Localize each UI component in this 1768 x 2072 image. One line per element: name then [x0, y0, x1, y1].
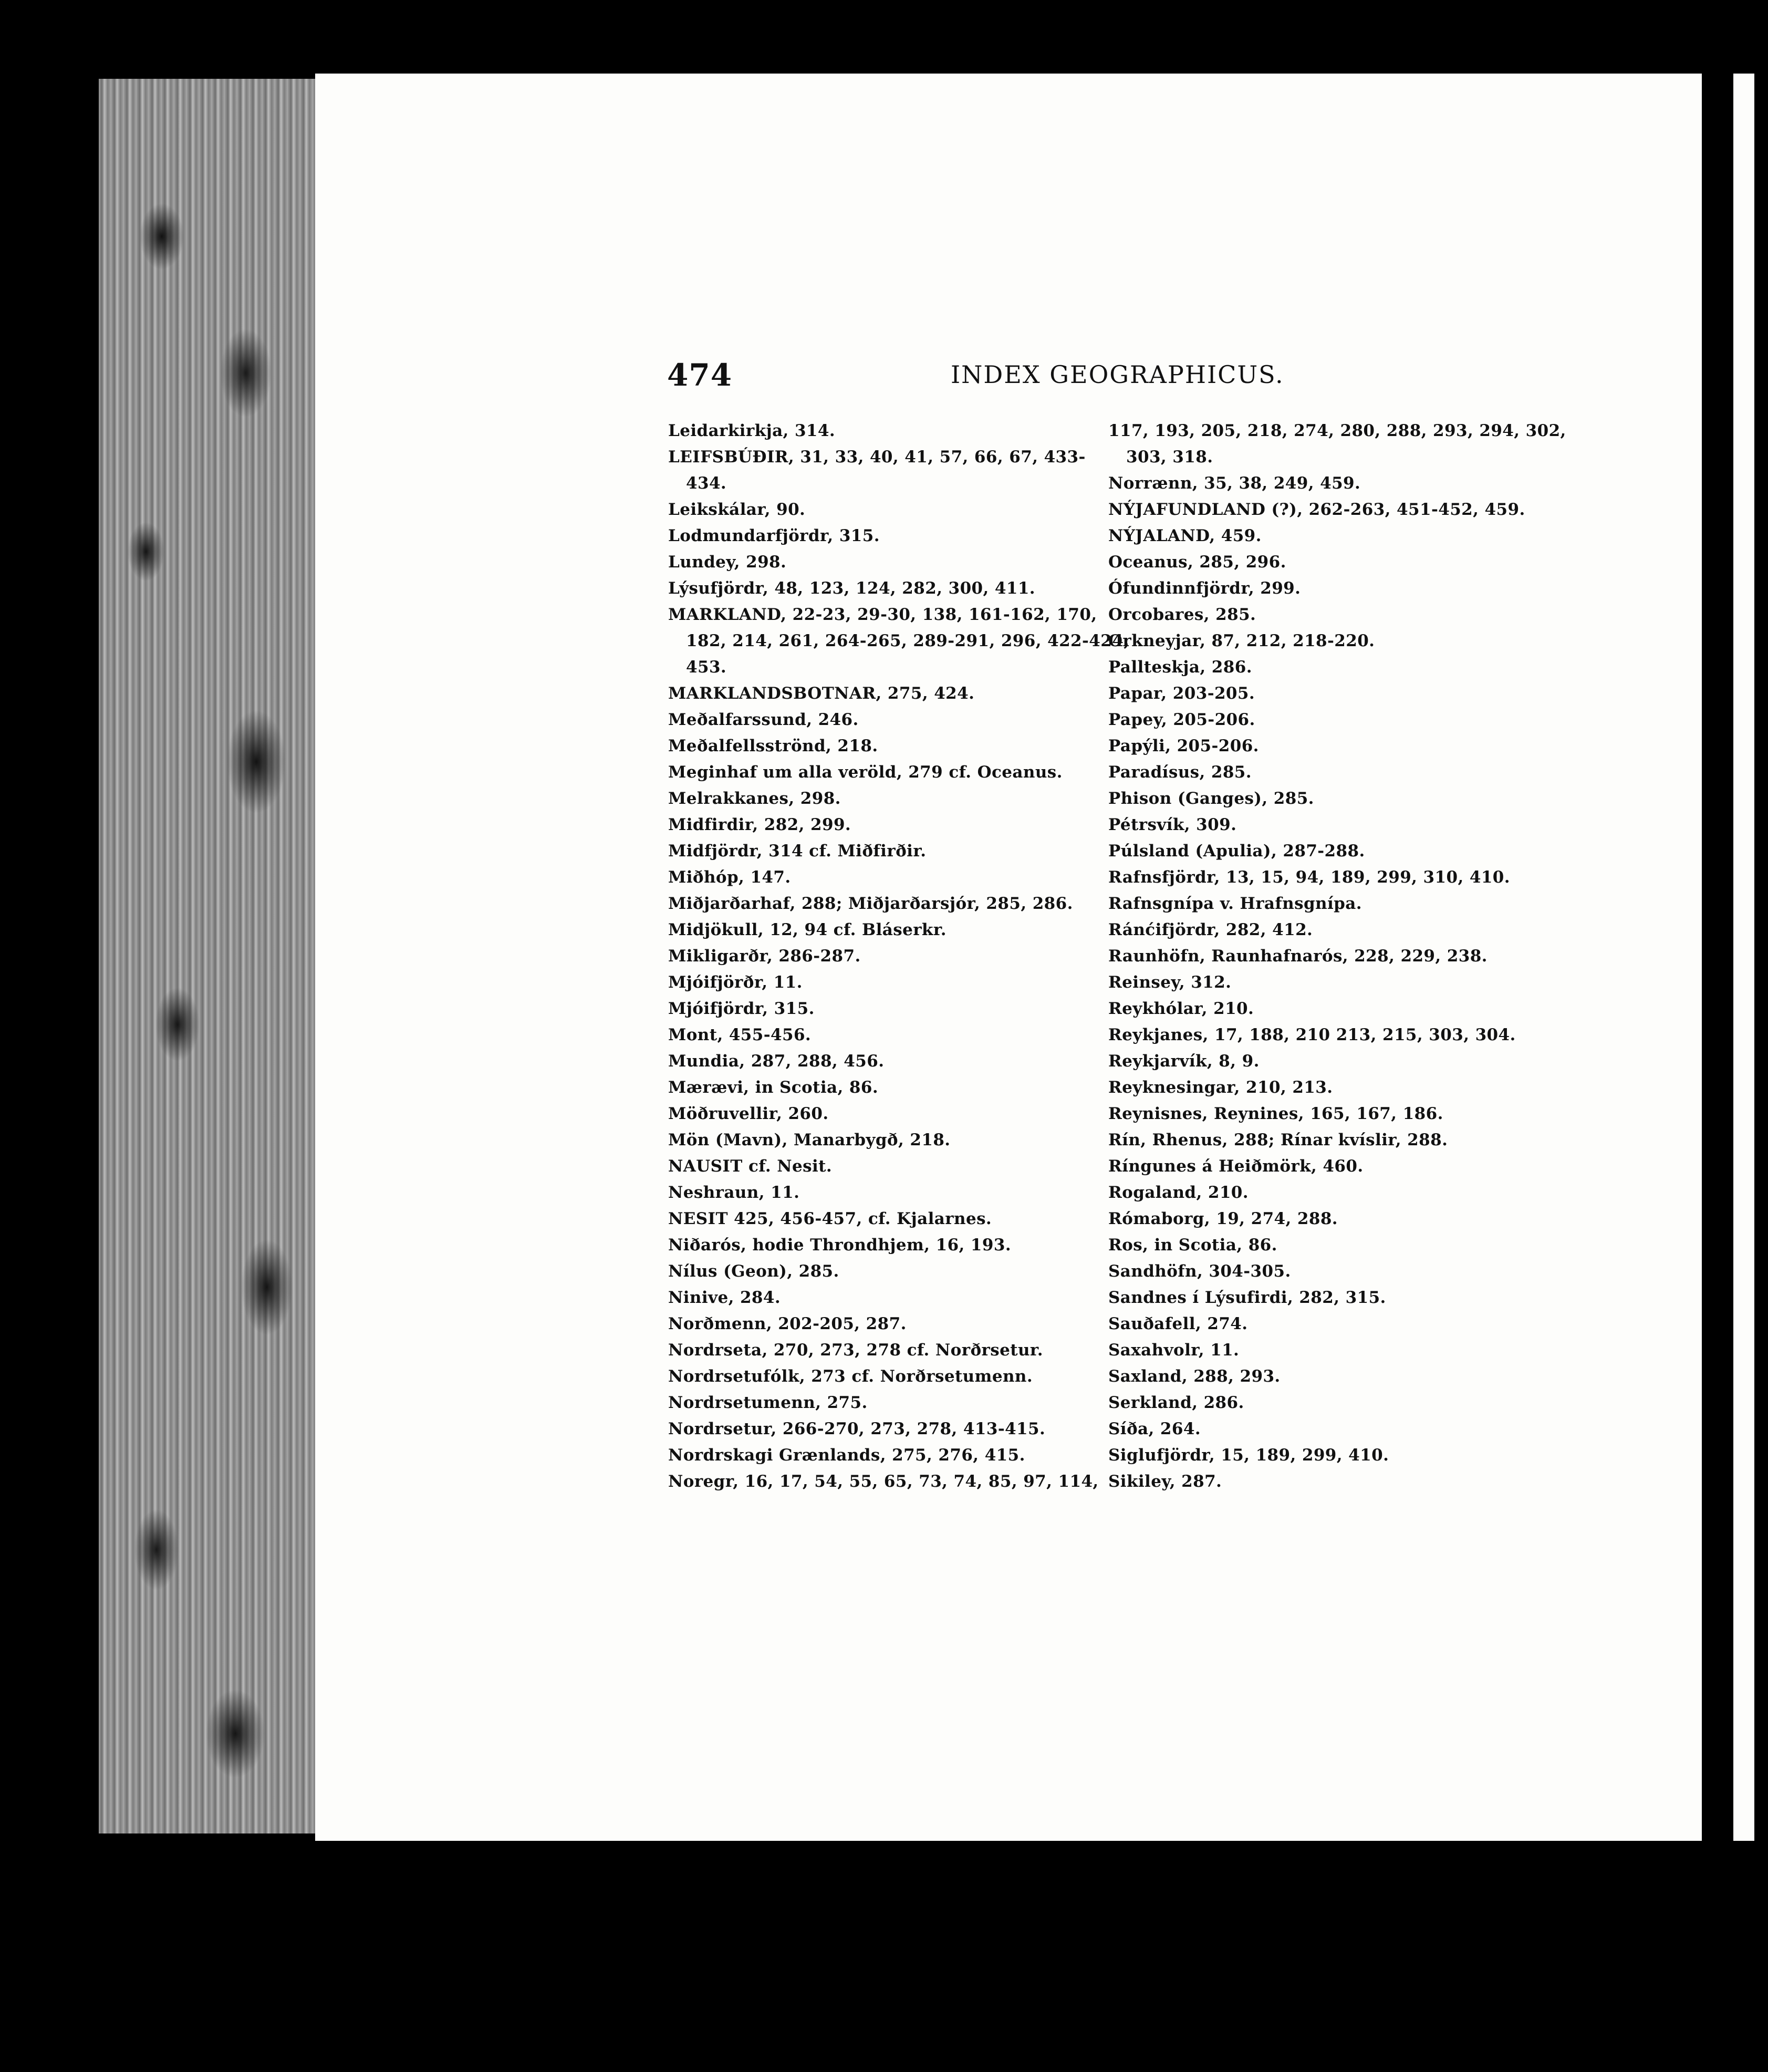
index-entry: Niðarós, hodie Throndhjem, 16, 193.	[668, 1236, 1012, 1255]
index-entry: 453.	[686, 658, 727, 677]
running-title: INDEX GEOGRAPHICUS.	[951, 360, 1284, 389]
index-entry: Oceanus, 285, 296.	[1108, 553, 1286, 572]
index-entry: Sandnes í Lýsufirdi, 282, 315.	[1108, 1288, 1386, 1307]
index-entry: Neshraun, 11.	[668, 1183, 800, 1202]
index-entry: MARKLANDSBOTNAR, 275, 424.	[668, 684, 975, 703]
index-entry: Meðalfellsströnd, 218.	[668, 737, 878, 755]
index-entry: Ófundinnfjördr, 299.	[1108, 579, 1301, 598]
book-page-edge	[99, 79, 315, 1833]
index-entry: Nordrsetur, 266-270, 273, 278, 413-415.	[668, 1420, 1046, 1438]
index-entry: Lýsufjördr, 48, 123, 124, 282, 300, 411.	[668, 579, 1035, 598]
page-number: 474	[667, 357, 733, 393]
index-entry: Papey, 205-206.	[1108, 710, 1255, 729]
index-entry: Mjóifjörðr, 11.	[668, 973, 803, 992]
index-entry: Phison (Ganges), 285.	[1108, 789, 1314, 808]
index-entry: Saxland, 288, 293.	[1108, 1367, 1281, 1386]
index-entry: NÝJAFUNDLAND (?), 262-263, 451-452, 459.	[1108, 500, 1525, 519]
index-entry: Meðalfarssund, 246.	[668, 710, 859, 729]
index-entry: Pétrsvík, 309.	[1108, 815, 1237, 834]
index-entry: Reyknesingar, 210, 213.	[1108, 1078, 1333, 1097]
index-entry: Sikiley, 287.	[1108, 1472, 1222, 1491]
index-entry: Serkland, 286.	[1108, 1393, 1244, 1412]
index-entry: Leidarkirkja, 314.	[668, 421, 836, 440]
index-entry: Papýli, 205-206.	[1108, 737, 1259, 755]
index-entry: Nordrskagi Grænlands, 275, 276, 415.	[668, 1446, 1025, 1465]
index-entry: Orcobares, 285.	[1108, 605, 1256, 624]
index-entry: Möðruvellir, 260.	[668, 1104, 829, 1123]
index-entry: Reykjanes, 17, 188, 210 213, 215, 303, 304.	[1108, 1025, 1516, 1044]
index-entry: Saxahvolr, 11.	[1108, 1341, 1240, 1360]
index-entry: Púlsland (Apulia), 287-288.	[1108, 842, 1365, 861]
index-entry: Nordrsetufólk, 273 cf. Norðrsetumenn.	[668, 1367, 1033, 1386]
index-entry: NAUSIT cf. Nesit.	[668, 1157, 833, 1176]
index-entry: Ros, in Scotia, 86.	[1108, 1236, 1277, 1255]
index-entry: Orkneyjar, 87, 212, 218-220.	[1108, 631, 1375, 650]
index-entry: Rín, Rhenus, 288; Rínar kvíslir, 288.	[1108, 1131, 1448, 1149]
index-entry: Sauðafell, 274.	[1108, 1314, 1248, 1333]
index-entry: Rafnsgnípa v. Hrafnsgnípa.	[1108, 894, 1362, 913]
index-entry: Siglufjördr, 15, 189, 299, 410.	[1108, 1446, 1389, 1465]
index-entry: Norðmenn, 202-205, 287.	[668, 1314, 907, 1333]
index-entry: Reynisnes, Reynines, 165, 167, 186.	[1108, 1104, 1443, 1123]
index-entry: Rómaborg, 19, 274, 288.	[1108, 1209, 1338, 1228]
index-entry: Ninive, 284.	[668, 1288, 781, 1307]
index-entry: Mundia, 287, 288, 456.	[668, 1052, 885, 1071]
index-entry: Síða, 264.	[1108, 1420, 1201, 1438]
index-column-right	[1108, 418, 1566, 1495]
index-entry: 182, 214, 261, 264-265, 289-291, 296, 422-424,	[686, 631, 1130, 650]
index-entry: MARKLAND, 22-23, 29-30, 138, 161-162, 170,	[668, 605, 1097, 624]
index-entry: Reykjarvík, 8, 9.	[1108, 1052, 1260, 1071]
index-entry: Papar, 203-205.	[1108, 684, 1255, 703]
index-entry: Mikligarðr, 286-287.	[668, 947, 861, 966]
index-entry: Midfirdir, 282, 299.	[668, 815, 851, 834]
index-entry: Lundey, 298.	[668, 553, 787, 572]
index-entry: Reinsey, 312.	[1108, 973, 1232, 992]
index-entry: Midjökull, 12, 94 cf. Bláserkr.	[668, 920, 947, 939]
index-entry: Pallteskja, 286.	[1108, 658, 1252, 677]
index-entry: NÝJALAND, 459.	[1108, 526, 1262, 545]
index-entry: 303, 318.	[1126, 448, 1213, 467]
index-entry: Mont, 455-456.	[668, 1025, 812, 1044]
index-entry: Rafnsfjördr, 13, 15, 94, 189, 299, 310, 410.	[1108, 868, 1510, 887]
index-entry: Rogaland, 210.	[1108, 1183, 1249, 1202]
index-entry: Noregr, 16, 17, 54, 55, 65, 73, 74, 85, 97, 114,	[668, 1472, 1099, 1491]
index-entry: 117, 193, 205, 218, 274, 280, 288, 293, 294, 302,	[1108, 421, 1566, 440]
index-entry: 434.	[686, 474, 727, 493]
page-header	[667, 357, 1507, 399]
index-entry: LEIFSBÚÐIR, 31, 33, 40, 41, 57, 66, 67, 433-	[668, 448, 1086, 467]
index-entry: Midfjördr, 314 cf. Miðfirðir.	[668, 842, 927, 861]
index-entry: Meginhaf um alla veröld, 279 cf. Oceanus.	[668, 763, 1063, 782]
index-entry: Paradísus, 285.	[1108, 763, 1252, 782]
index-entry: Raunhöfn, Raunhafnarós, 228, 229, 238.	[1108, 947, 1488, 966]
index-entry: NESIT 425, 456-457, cf. Kjalarnes.	[668, 1209, 992, 1228]
index-entry: Melrakkanes, 298.	[668, 789, 841, 808]
index-entry: Norrænn, 35, 38, 249, 459.	[1108, 474, 1361, 493]
facing-page-strip	[1733, 74, 1754, 1841]
index-entry: Nordrseta, 270, 273, 278 cf. Norðrsetur.	[668, 1341, 1043, 1360]
index-column-left	[668, 418, 1130, 1495]
index-entry: Sandhöfn, 304-305.	[1108, 1262, 1291, 1281]
index-entry: Mærævi, in Scotia, 86.	[668, 1078, 879, 1097]
index-entry: Ránćifjördr, 282, 412.	[1108, 920, 1313, 939]
index-entry: Reykhólar, 210.	[1108, 999, 1254, 1018]
index-entry: Nordrsetumenn, 275.	[668, 1393, 868, 1412]
index-entry: Mön (Mavn), Manarbygð, 218.	[668, 1131, 951, 1149]
index-entry: Leikskálar, 90.	[668, 500, 806, 519]
index-entry: Ríngunes á Heiðmörk, 460.	[1108, 1157, 1364, 1176]
index-entry: Mjóifjördr, 315.	[668, 999, 815, 1018]
index-entry: Miðhóp, 147.	[668, 868, 791, 887]
index-entry: Nílus (Geon), 285.	[668, 1262, 839, 1281]
index-entry: Miðjarðarhaf, 288; Miðjarðarsjór, 285, 286.	[668, 894, 1073, 913]
index-entry: Lodmundarfjördr, 315.	[668, 526, 880, 545]
